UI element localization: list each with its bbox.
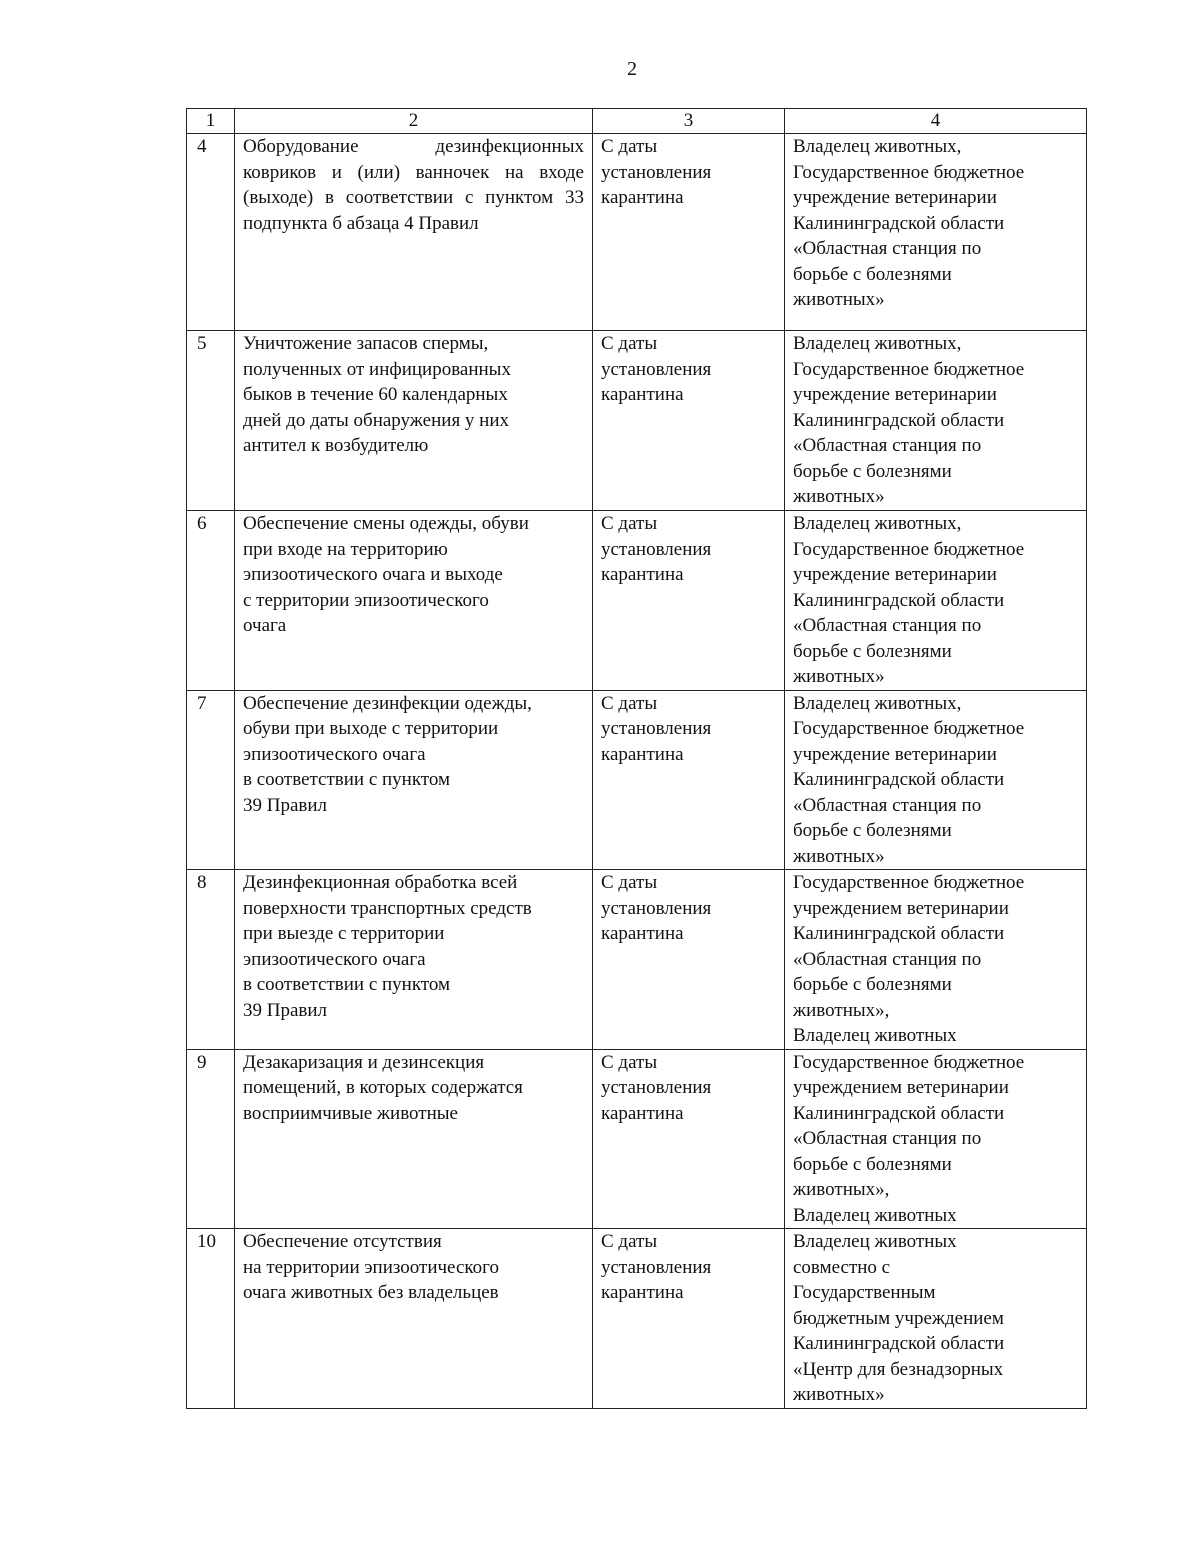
column-header: 1 [187, 109, 235, 134]
date-text: С даты установления карантина [601, 513, 712, 585]
row-number: 8 [187, 870, 235, 1050]
action-cell [235, 1229, 593, 1409]
responsible-cell [785, 1049, 1087, 1229]
table-header-row [187, 109, 1087, 134]
date-cell [593, 1049, 785, 1229]
responsible-text: Государственное бюджетное учреждением ветеринарии Калининградской области «Областная станция по борьбе с болезнями животных», Владелец животных [793, 872, 1025, 1046]
responsible-text: Владелец животных, Государственное бюджетное учреждение ветеринарии Калининградской области «Областная станция по борьбе с болезнями животных» [793, 692, 1025, 867]
column-header: 2 [235, 109, 593, 134]
row-number: 9 [187, 1049, 235, 1229]
date-cell [593, 331, 785, 511]
column-header: 3 [593, 109, 785, 134]
action-text: Дезинфекционная обработка всей поверхности транспортных средств при выезде с территории эпизоотического очага в соответствии с пунктом 39 Правил [243, 872, 532, 1021]
responsible-text: Владелец животных, Государственное бюджетное учреждение ветеринарии Калининградской области «Областная станция по борьбе с болезнями животных» [793, 333, 1025, 507]
table-row [187, 511, 1087, 691]
action-text: Уничтожение запасов спермы, полученных от инфицированных быков в течение 60 календарных дней до даты обнаружения у них антител к возбудителю [243, 333, 511, 456]
date-cell [593, 870, 785, 1050]
responsible-cell [785, 134, 1087, 331]
responsible-text: Владелец животных, Государственное бюджетное учреждение ветеринарии Калининградской области «Областная станция по борьбе с болезнями животных» [793, 136, 1025, 310]
action-cell [235, 134, 593, 331]
responsible-text: Владелец животных совместно с Государственным бюджетным учреждением Калининградской области «Центр для безнадзорных животных» [793, 1231, 1005, 1405]
action-cell [235, 690, 593, 870]
action-text: Оборудование дезинфекционных ковриков и (или) ванночек на входе (выходе) в соответствии с пунктом 33 подпункта б абзаца 4 Правил [243, 136, 584, 234]
date-text: С даты установления карантина [601, 136, 712, 208]
date-cell [593, 134, 785, 331]
responsible-cell [785, 870, 1087, 1050]
responsible-text: Владелец животных, Государственное бюджетное учреждение ветеринарии Калининградской области «Областная станция по борьбе с болезнями животных» [793, 513, 1025, 687]
table-row [187, 690, 1087, 870]
responsible-text: Государственное бюджетное учреждением ветеринарии Калининградской области «Областная станция по борьбе с болезнями животных», Владелец животных [793, 1051, 1025, 1226]
row-number: 5 [187, 331, 235, 511]
responsible-cell [785, 1229, 1087, 1409]
responsible-cell [785, 511, 1087, 691]
action-text: Обеспечение смены одежды, обуви при входе на территорию эпизоотического очага и выходе с территории эпизоотического очага [243, 513, 529, 636]
action-text: Обеспечение дезинфекции одежды, обуви при выходе с территории эпизоотического очага в соответствии с пунктом 39 Правил [243, 692, 532, 816]
page-number: 2 [627, 58, 637, 80]
date-text: С даты установления карантина [601, 1051, 712, 1124]
date-cell [593, 1229, 785, 1409]
row-number: 10 [187, 1229, 235, 1409]
action-cell [235, 870, 593, 1050]
row-number: 6 [187, 511, 235, 691]
responsible-cell [785, 331, 1087, 511]
date-text: С даты установления карантина [601, 1231, 712, 1303]
table-row [187, 331, 1087, 511]
date-text: С даты установления карантина [601, 333, 712, 405]
responsible-cell [785, 690, 1087, 870]
date-text: С даты установления карантина [601, 692, 712, 765]
table-row [187, 870, 1087, 1050]
action-cell [235, 511, 593, 691]
date-cell [593, 511, 785, 691]
table-row [187, 134, 1087, 331]
action-text: Обеспечение отсутствия на территории эпизоотического очага животных без владельцев [243, 1231, 499, 1303]
action-cell [235, 1049, 593, 1229]
measures-table [186, 108, 1087, 1409]
row-number: 7 [187, 690, 235, 870]
column-header: 4 [785, 109, 1087, 134]
action-text: Дезакаризация и дезинсекция помещений, в которых содержатся восприимчивые животные [243, 1051, 523, 1124]
row-number: 4 [187, 134, 235, 331]
date-text: С даты установления карантина [601, 872, 712, 944]
table-row [187, 1229, 1087, 1409]
action-cell [235, 331, 593, 511]
table-row [187, 1049, 1087, 1229]
date-cell [593, 690, 785, 870]
